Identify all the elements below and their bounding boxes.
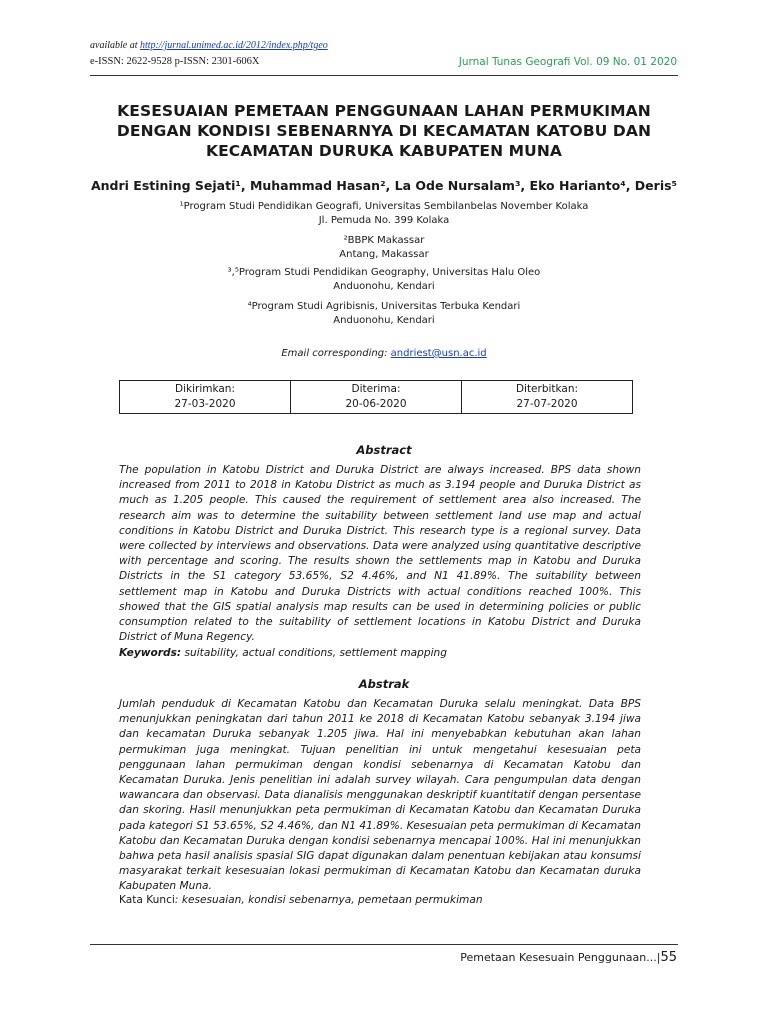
header-divider bbox=[90, 75, 678, 76]
available-at-line: available at http://jurnal.unimed.ac.id/2012/index.php/tgeo bbox=[90, 40, 328, 51]
kata-kunci-line: Kata Kunci: kesesuaian, kondisi sebenarnya, pemetaan permukiman bbox=[119, 894, 483, 906]
journal-name: Jurnal Tunas Geografi Vol. 09 No. 01 2020 bbox=[458, 56, 677, 68]
page-footer bbox=[460, 950, 677, 965]
title-line: KESESUAIAN PEMETAAN PENGGUNAAN LAHAN PERMUKIMAN bbox=[117, 102, 651, 120]
abstrak-text: Jumlah penduduk di Kecamatan Katobu dan Kecamatan Duruka selalu meningkat. Data BPS menunjukkan peningkatan dari tahun 2011 ke 2018 di Kecamatan Katobu sebanyak 3.194 jiwa dan kecamatan Duruka sebanyak 1.205 jiwa. Hal ini menyebabkan kebutuhan akan lahan permukiman juga meningkat. Tujuan penelitian ini untuk mengetahui kesesuaian peta penggunaan lahan permukiman dengan kondisi sebenarnya di Kecamatan Katobu dan Kecamatan Duruka. Jenis penelitian ini adalah survey wilayah. Cara pengumpulan data dengan wawancara dan observasi. Data dianalisis menggunakan deskriptif kuantitatif dengan persentase dan skoring. Hasil menunjukkan peta permukiman di Kecamatan Katobu dan Kecamatan Duruka pada kategori S1 53.65%, S2 4.46%, dan N1 41.89%. Kesesuaian peta permukiman di Kecamatan Katobu dan Kecamatan Duruka dengan kondisi sebenarnya mencapai 100%. Hal ini menunjukkan bahwa peta hasil analisis spasial SIG dapat digunakan dalam penentuan kebijakan atau konsumsi masyarakat terkait kesesuaian lokasi permukiman di Kecamatan Katobu dan Kecamatan duruka Kabupaten Muna. bbox=[119, 698, 641, 893]
abstract-text: The population in Katobu District and Duruka District are always increased. BPS data shown increased from 2011 to 2018 in Katobu District as much as 3.194 people and Duruka District as much as 1.205 people. This caused the requirement of settlement area also increased. The research aim was to determine the suitability between settlement land use map and actual conditions in Katobu District and Duruka District. This research type is a regional survey. Data were collected by interviews and observations. Data were analyzed using quantitative descriptive with percentage and scoring. The results shown the settlements map in Katobu and Duruka Districts in the S1 category 53.65%, S2 4.46%, and N1 41.89%. The suitability between settlement map in Katobu and Duruka Districts with actual conditions reached 100%. This showed that the GIS spatial analysis map results can be used in determining policies or public consumption related to the suitability of settlement locations in Katobu District and Duruka District of Muna Regency. bbox=[119, 464, 641, 644]
affiliation-2: ²BBPK Makassar Antang, Makassar bbox=[339, 235, 429, 260]
date-accepted: Diterima: 20-06-2020 bbox=[291, 381, 462, 414]
running-title: Pemetaan Kesesuain Penggunaan...| bbox=[460, 951, 661, 964]
keywords-line: Keywords: suitability, actual conditions, settlement mapping bbox=[119, 647, 447, 659]
date-submitted: Dikirimkan: 27-03-2020 bbox=[120, 381, 291, 414]
title-line: DENGAN KONDISI SEBENARNYA DI KECAMATAN KATOBU DAN bbox=[116, 122, 652, 140]
abstrak-heading: Abstrak bbox=[358, 677, 410, 691]
issn-line: e-ISSN: 2622-9528 p-ISSN: 2301-606X bbox=[90, 56, 260, 67]
date-published: Diterbitkan: 27-07-2020 bbox=[462, 381, 633, 414]
author-list: Andri Estining Sejati¹, Muhammad Hasan², La Ode Nursalam³, Eko Harianto⁴, Deris⁵ bbox=[90, 178, 678, 193]
affiliation-3: ³,⁵Program Studi Pendidikan Geography, Universitas Halu Oleo Anduonohu, Kendari bbox=[227, 267, 541, 292]
page-number: 55 bbox=[660, 950, 677, 965]
journal-url-link[interactable]: http://jurnal.unimed.ac.id/2012/index.php/tgeo bbox=[140, 40, 328, 51]
paper-title bbox=[90, 101, 678, 161]
email-link[interactable]: andriest@usn.ac.id bbox=[390, 348, 487, 359]
affiliation-1: ¹Program Studi Pendidikan Geografi, Universitas Sembilanbelas November Kolaka Jl. Pemuda No. 399 Kolaka bbox=[179, 201, 589, 226]
footer-divider bbox=[90, 944, 678, 945]
kata-kunci-label: Kata Kunci bbox=[119, 894, 175, 906]
title-line: KECAMATAN DURUKA KABUPATEN MUNA bbox=[205, 142, 563, 160]
abstract-heading: Abstract bbox=[356, 443, 412, 457]
submission-dates-table bbox=[119, 380, 633, 414]
keywords-label: Keywords: bbox=[119, 647, 182, 659]
email-corresponding: Email corresponding: andriest@usn.ac.id bbox=[281, 348, 487, 359]
affiliation-4: ⁴Program Studi Agribisnis, Universitas Terbuka Kendari Anduonohu, Kendari bbox=[247, 301, 521, 326]
